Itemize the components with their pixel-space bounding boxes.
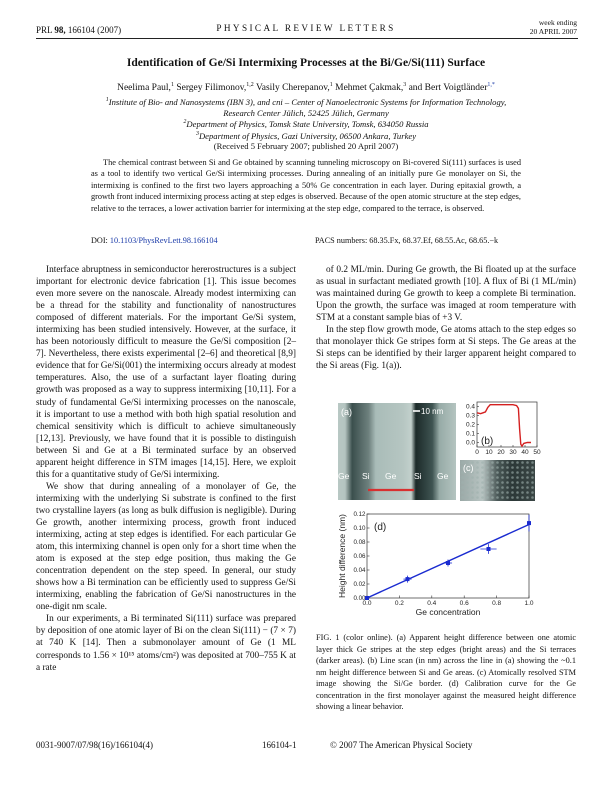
x-tick-label-b: 20 <box>497 449 505 456</box>
panel-b-label: (b) <box>481 436 494 447</box>
data-point <box>487 547 491 551</box>
affil-text: Institute of Bio- and Nanosystems (IBN 3), and cni – Center of Nanoelectronic Systems for Information Technology, <box>108 97 507 107</box>
y-tick-label-b: 0.2 <box>465 421 475 429</box>
affil-text: Department of Physics, Gazi University, 06500 Ankara, Turkey <box>198 130 417 141</box>
panel-a-label: (a) <box>341 407 352 417</box>
author-name: Sergey Filimonov, <box>173 83 247 93</box>
stm-image-a <box>338 403 456 500</box>
data-point <box>406 577 410 581</box>
y-tick-label-d: 0.02 <box>353 581 366 589</box>
plot-frame-d <box>367 514 529 598</box>
panel-a-stm-image <box>338 403 456 500</box>
abstract: The chemical contrast between Si and Ge obtained by scanning tunneling microscopy on Bi-covered Si(111) surfaces is used as a tool to identify two vertical Ge/Si intermixing processes. During annealing of an initially pure Ge monolayer on Si, the intermixing is confined to the first two layers approaching a 50% Ge concentration in each layer. During epitaxial growth, a growth front induced intermixing process acting at step edges is observed. Because of the open atomic structure at the step edges, relative to the terraces, a lower activation barrier for intermixing at the step edge, compared to the terrace, is observed. <box>91 158 521 213</box>
doi-link[interactable]: 10.1103/PhysRevLett.98.166104 <box>109 236 218 245</box>
week-ending-date: 20 APRIL 2007 <box>529 26 577 36</box>
figure-caption: FIG. 1 (color online). (a) Apparent height difference between one atomic layer thick Ge stripes at the step edges (bright areas) and the Si terraces (darker areas). (b) Line scan (in nm) across the line in (a) showing the ~0.1 nm height difference between Si and Ge areas. (c) Atomically resolved STM image showing the Si/Ge border. (d) Calibration curve for the Ge concentration in the first monolayer against the measured height difference showing a linear behavior. <box>316 633 576 711</box>
region-label-si: Si <box>362 471 370 481</box>
journal-article-number: 166104 (2007) <box>65 25 122 35</box>
panel-b-line-scan <box>466 402 541 456</box>
x-tick-label-d: 0.8 <box>492 600 502 607</box>
data-point <box>527 521 531 525</box>
y-tick-label-b: 0.3 <box>465 412 475 420</box>
paragraph: of 0.2 ML/min. During Ge growth, the Bi floated up at the surface as usual in surfactant mediated growth [10]. A flux of Bi (1 ML/min) was maintained during Ge growth to keep a complete Bi termination. Upon the growth, the surface was imaged at room temperature with STM at a constant sample bias of +3 V. <box>316 265 576 324</box>
affil-text: Research Center Jülich, 52425 Jülich, Germany <box>223 108 389 119</box>
x-tick-label-d: 0.6 <box>459 600 469 607</box>
paragraph: Interface abruptness in semiconductor hererostructures is a subject important for electronic device fabrication [1]. This issue becomes even more severe on the nanoscale. Already modest intermixing can be a thread for the stability and functionality of nanostructures composed of different materials. For the important Ge/Si system, intermixing has been studied intensively. However, at the surface, it has been notoriously difficult to measure the Ge/Si composition [2–7]. Nevertheless, there exists experimental [2–6] and theoretical [8,9] evidence that for Ge/Si(001) the intermixing occurs already at modest temperatures. Also, the use of a surfactant layer floating during growth was proposed as a way to suppress intermixing [10,11]. For a study of fundamental Ge/Si intermixing processes on the nanoscale, it is important to use a method with both high spatial resolution and chemical sensitivity which is difficult to achieve simultaneously [12,13]. Previously, we have found that it is possible to distinguish between Si and Ge at a Bi terminated surface by an observed apparent height difference in STM images [14,15]. Here, we exploit this for a quantitative study of Ge/Si intermixing. <box>36 265 296 480</box>
received-date: (Received 5 February 2007; published 20 April 2007) <box>213 141 399 151</box>
journal-name: PHYSICAL REVIEW LETTERS <box>216 23 396 33</box>
x-tick-label-d: 0.0 <box>362 600 372 607</box>
y-tick-label-b: 0.1 <box>465 430 475 438</box>
y-tick-label-d: 0.08 <box>353 539 366 547</box>
author-affil-sup: 1 <box>170 81 174 88</box>
journal-abbrev: PRL <box>36 25 55 35</box>
author-affil-sup: 1 <box>329 81 333 88</box>
y-tick-label-d: 0.04 <box>353 567 366 575</box>
affil-text: Department of Physics, Tomsk State University, Tomsk, 634050 Russia <box>186 119 429 130</box>
data-point <box>365 596 369 600</box>
author-affil-sup: 3 <box>403 81 407 88</box>
panel-c-label: (c) <box>463 463 474 473</box>
paragraph: We show that during annealing of a monolayer of Ge, the intermixing with the underlying Si substrate is confined to the first two crystalline layers (as long as bulk diffusion is negligible). During Ge growth, another intermixing process, growth front induced intermixing, acting at step edges is identified. For each particular Ge atom, this intermixing channel is open only for a short time when the atom is exposed at the step edge position, thus making the Ge concentration dependent on the step speed. In general, our study shows how a Bi termination can be efficiently used to suppress Ge/Si intermixing, enabling the fabrication of Ge/Si nanostructures in the one-digit nm scale. <box>36 481 296 613</box>
week-ending-label: week ending <box>538 18 577 27</box>
affil-sup: 1 <box>105 97 109 104</box>
x-tick-label-d: 1.0 <box>524 600 534 607</box>
x-axis-label: Ge concentration <box>415 607 481 617</box>
y-tick-label-b: 0.0 <box>465 439 475 447</box>
y-axis-label: Height difference (nm) <box>337 514 347 598</box>
paper-title: Identification of Ge/Si Intermixing Processes at the Bi/Ge/Si(111) Surface <box>126 57 486 69</box>
x-tick-label-b: 50 <box>533 449 541 456</box>
corresponding-author-link[interactable]: 1,* <box>487 81 495 88</box>
copyright: © 2007 The American Physical Society <box>330 740 473 750</box>
author-name: and Bert Voigtländer <box>406 83 488 93</box>
doi-label: DOI: <box>91 236 110 245</box>
footer-code: 0031-9007/07/98(16)/166104(4) <box>36 740 153 750</box>
y-tick-label-d: 0.00 <box>353 595 366 603</box>
author-affil-sup: 1,2 <box>246 81 254 88</box>
region-label-ge: Ge <box>338 471 350 481</box>
page-number: 166104-1 <box>262 740 297 750</box>
region-label-ge: Ge <box>385 471 397 481</box>
y-tick-label-d: 0.06 <box>353 553 366 561</box>
data-point <box>446 561 450 565</box>
author-name: Mehmet Çakmak, <box>332 83 404 93</box>
scale-bar-label: 10 nm <box>421 407 444 416</box>
pacs-numbers: PACS numbers: 68.35.Fx, 68.37.Ef, 68.55.Ac, 68.65.−k <box>315 236 499 245</box>
panel-d-label: (d) <box>374 522 387 533</box>
author-name: Vasily Cherepanov, <box>253 83 330 93</box>
y-tick-label-d: 0.10 <box>353 525 366 533</box>
x-tick-label-b: 40 <box>521 449 529 456</box>
y-tick-label-d: 0.12 <box>353 511 366 519</box>
x-tick-label-d: 0.4 <box>427 600 437 607</box>
paragraph: In the step flow growth mode, Ge atoms attach to the step edges so that monolayer thick Ge stripes form at Si steps. The Ge areas at the Si steps can be identified by their larger apparent height compared to the Si areas (Fig. 1(a)). <box>316 325 576 372</box>
affil-sup: 3 <box>195 130 199 137</box>
x-tick-label-d: 0.2 <box>394 600 404 607</box>
paragraph: In our experiments, a Bi terminated Si(111) surface was prepared by deposition of one atomic layer of Bi on the clean Si(111) − (7 × 7) at 740 K [14]. Then a submonolayer amount of Ge (1 ML corresponds to 1.56 × 10¹⁵ atoms/cm²) was deposited at 700–755 K at a rate <box>36 614 296 673</box>
journal-volume: 98, <box>54 25 66 35</box>
x-tick-label-b: 30 <box>509 449 517 456</box>
region-label-ge: Ge <box>437 471 449 481</box>
region-label-si: Si <box>414 471 422 481</box>
y-tick-label-b: 0.4 <box>465 403 475 411</box>
x-tick-label-b: 0 <box>475 449 479 456</box>
author-name: Neelima Paul, <box>117 83 171 93</box>
affil-sup: 2 <box>183 119 187 126</box>
x-tick-label-b: 10 <box>485 449 493 456</box>
panel-d-calibration-plot <box>337 511 534 617</box>
panel-c-stm-image <box>460 460 535 501</box>
